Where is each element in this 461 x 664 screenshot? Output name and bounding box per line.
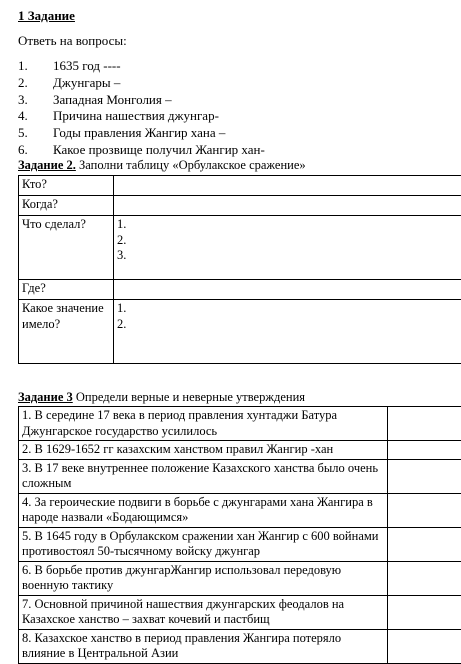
table-row xyxy=(19,459,461,493)
statements-table xyxy=(18,406,461,664)
answer-line: 2. xyxy=(117,317,458,333)
answer-cell[interactable] xyxy=(114,216,461,280)
table-row xyxy=(19,629,461,663)
row-label: Кто? xyxy=(19,176,114,196)
task1-question: Ответь на вопросы: xyxy=(18,33,127,49)
task3-heading xyxy=(18,390,305,405)
item-number: 6. xyxy=(18,142,53,159)
answer-cell[interactable] xyxy=(114,300,461,364)
item-text: Причина нашествия джунгар- xyxy=(53,108,219,123)
item-number: 1. xyxy=(18,58,53,75)
list-item xyxy=(18,142,265,159)
list-item xyxy=(18,75,265,92)
answer-cell[interactable] xyxy=(114,196,461,216)
table-row xyxy=(19,527,461,561)
answer-line: 1. xyxy=(117,301,458,317)
statement-cell: 7. Основной причиной нашествия джунгарских феодалов на Казахское ханство – захват кочевий и пастбищ xyxy=(19,595,388,629)
answer-cell[interactable] xyxy=(388,407,461,441)
answer-cell[interactable] xyxy=(388,629,461,663)
task2-instruction: Заполни таблицу «Орбулакское сражение» xyxy=(76,158,306,172)
item-text: Какое прозвище получил Жангир хан- xyxy=(53,142,265,157)
table-row xyxy=(19,595,461,629)
item-text: Джунгары – xyxy=(53,75,120,90)
item-text: Годы правления Жангир хана – xyxy=(53,125,225,140)
answer-cell[interactable] xyxy=(388,493,461,527)
table-row xyxy=(19,561,461,595)
statement-cell: 4. За героические подвиги в борьбе с джунгарами хана Жангира в народе назвали «Бодающимся» xyxy=(19,493,388,527)
item-number: 5. xyxy=(18,125,53,142)
item-text: Западная Монголия – xyxy=(53,92,172,107)
table-row xyxy=(19,300,461,364)
row-label: Что сделал? xyxy=(19,216,114,280)
table-row xyxy=(19,196,461,216)
answer-cell[interactable] xyxy=(114,176,461,196)
answer-cell[interactable] xyxy=(388,527,461,561)
item-number: 4. xyxy=(18,108,53,125)
answer-cell[interactable] xyxy=(388,561,461,595)
task2-title: Задание 2. xyxy=(18,158,76,172)
statement-cell: 5. В 1645 году в Орбулакском сражении хан Жангир с 600 войнами противостоял 50-тысячному войску джунгар xyxy=(19,527,388,561)
table-row xyxy=(19,280,461,300)
task2-heading xyxy=(18,158,306,173)
statement-cell: 3. В 17 веке внутреннее положение Казахского ханства было очень сложным xyxy=(19,459,388,493)
task3-title: Задание 3 xyxy=(18,390,73,404)
answer-line: 3. xyxy=(117,248,458,264)
task3-instruction: Определи верные и неверные утверждения xyxy=(73,390,305,404)
table-row xyxy=(19,441,461,460)
statement-cell: 2. В 1629-1652 гг казахским ханством правил Жангир -хан xyxy=(19,441,388,460)
list-item xyxy=(18,108,265,125)
table-row xyxy=(19,407,461,441)
table-row xyxy=(19,216,461,280)
row-label: Когда? xyxy=(19,196,114,216)
answer-cell[interactable] xyxy=(114,280,461,300)
statement-cell: 8. Казахское ханство в период правления Жангира потеряло влияние в Центральной Азии xyxy=(19,629,388,663)
answer-line: 2. xyxy=(117,233,458,249)
table-row xyxy=(19,493,461,527)
list-item xyxy=(18,58,265,75)
task1-title: 1 Задание xyxy=(18,8,75,24)
row-label: Какое значение имело? xyxy=(19,300,114,364)
table-row xyxy=(19,176,461,196)
item-text: 1635 год ---- xyxy=(53,58,121,73)
item-number: 3. xyxy=(18,92,53,109)
statement-cell: 6. В борьбе против джунгарЖангир использовал передовую военную тактику xyxy=(19,561,388,595)
task1-list xyxy=(18,58,265,159)
item-number: 2. xyxy=(18,75,53,92)
list-item xyxy=(18,125,265,142)
answer-cell[interactable] xyxy=(388,459,461,493)
list-item xyxy=(18,92,265,109)
row-label: Где? xyxy=(19,280,114,300)
answer-cell[interactable] xyxy=(388,441,461,460)
orbulak-table xyxy=(18,175,461,364)
answer-line: 1. xyxy=(117,217,458,233)
statement-cell: 1. В середине 17 века в период правления хунтаджи Батура Джунгарское государство усилилось xyxy=(19,407,388,441)
answer-cell[interactable] xyxy=(388,595,461,629)
